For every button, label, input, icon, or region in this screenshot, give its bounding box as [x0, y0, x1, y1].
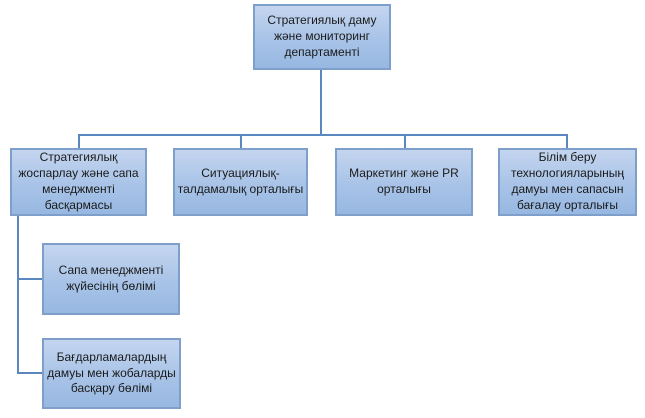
box-label-line: Бағдарламалардың	[56, 349, 167, 364]
org-box-strategic-planning-quality-mgmt	[10, 148, 147, 216]
box-label-line: жүйесінің бөлімі	[66, 279, 156, 293]
box-label-line: Стратегиялық	[39, 150, 118, 165]
box-label-line: департаменті	[284, 44, 360, 59]
org-box-root-department	[253, 4, 391, 70]
connector-sub-vertical	[17, 216, 19, 374]
org-box-situational-analytics-center	[173, 148, 308, 216]
box-label-line: бағалау орталығы	[517, 197, 618, 212]
box-label-line: Стратегиялық даму	[267, 13, 377, 28]
connector-drop-marketing	[404, 134, 406, 149]
box-label-line: орталығы	[377, 182, 431, 196]
connector-elbow-program-unit	[17, 372, 43, 374]
org-box-marketing-pr-center	[335, 148, 473, 216]
connector-drop-education	[566, 134, 568, 149]
box-label-line: және мониторинг	[273, 29, 370, 44]
box-label-line: дамуы мен сапасын	[511, 182, 624, 196]
box-label-line: басқармасы	[44, 197, 113, 212]
box-label-line: жоспарлау және сапа	[18, 166, 139, 181]
box-label-line: менеджменті	[42, 182, 115, 196]
box-label-line: Білім беру	[538, 150, 597, 165]
box-label-line: дамуы мен жобаларды	[47, 365, 176, 380]
connector-root-vertical	[320, 70, 322, 135]
org-box-program-dev-project-mgmt-unit	[42, 338, 181, 409]
box-label-line: Сапа менеджменті	[58, 263, 164, 278]
org-box-education-tech-quality-center	[498, 148, 637, 216]
box-label-line: Маркетинг және PR	[349, 166, 459, 181]
box-label-line: басқару бөлімі	[70, 381, 153, 396]
box-label-line: Ситуациялық-	[201, 166, 280, 181]
connector-drop-situational	[240, 134, 242, 149]
connector-elbow-quality-unit	[17, 278, 43, 280]
connector-bus-horizontal	[78, 134, 568, 136]
box-label-line: талдамалық орталығы	[177, 182, 304, 196]
connector-drop-strategic-planning	[78, 134, 80, 149]
box-label-line: технологияларының	[510, 166, 625, 181]
org-box-quality-mgmt-system-unit	[42, 243, 180, 315]
